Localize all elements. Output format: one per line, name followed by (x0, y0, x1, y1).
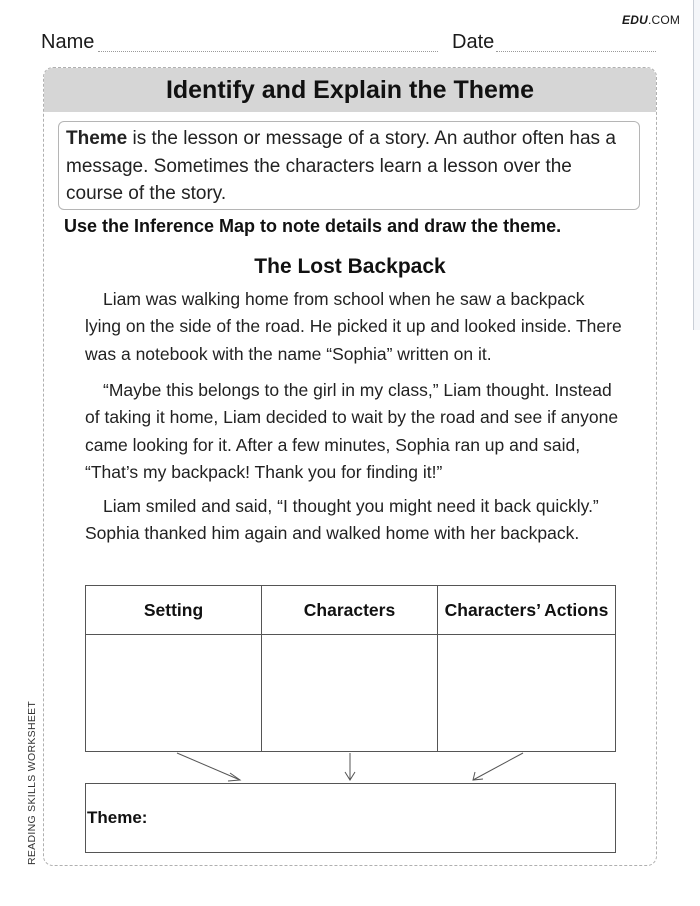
page-edge (693, 0, 700, 330)
arrow-left (177, 753, 240, 780)
story-paragraph-3: Liam smiled and said, “I thought you might need it back quickly.” Sophia thanked him again and walked home with her backpack. (85, 496, 599, 544)
story-paragraph-2: “Maybe this belongs to the girl in my class,” Liam thought. Instead of taking it home, Liam decided to wait by the road and see if anyone came looking for it. After a few minutes, Sophia ran up and said, “That’s my backpack! Thank you for finding it!” (85, 380, 619, 482)
definition-box (58, 121, 640, 210)
arrow-right (473, 753, 523, 780)
theme-label: Theme: (87, 808, 148, 827)
date-field[interactable] (496, 51, 656, 52)
actions-header: Characters’ Actions (438, 586, 615, 635)
name-label: Name (41, 31, 95, 53)
flow-arrows (85, 752, 616, 784)
setting-column (86, 586, 262, 751)
characters-header: Characters (262, 586, 437, 635)
date-label: Date (452, 31, 495, 53)
story-paragraph-1: Liam was walking home from school when he saw a backpack lying on the side of the road. He picked it up and looked inside. There was a notebook with the name “Sophia” written on it. (85, 289, 622, 364)
actions-column (438, 586, 615, 751)
theme-box[interactable] (85, 783, 616, 853)
instruction: Use the Inference Map to note details and draw the theme. (64, 216, 562, 236)
story-title: The Lost Backpack (254, 255, 446, 278)
name-field[interactable] (98, 51, 438, 52)
setting-header: Setting (86, 586, 261, 635)
characters-answer-cell[interactable] (262, 635, 437, 752)
characters-column (262, 586, 438, 751)
side-label: READING SKILLS WORKSHEET (26, 700, 38, 865)
setting-answer-cell[interactable] (86, 635, 261, 752)
inference-map (85, 585, 616, 752)
actions-answer-cell[interactable] (438, 635, 615, 752)
definition-text: is the lesson or message of a story. An author often has a message. Sometimes the characters learn a lesson over the course of the story. (66, 128, 616, 204)
brand-logo: EDU.COM (622, 13, 681, 27)
definition-term: Theme (66, 128, 128, 149)
page-title: Identify and Explain the Theme (44, 68, 656, 112)
